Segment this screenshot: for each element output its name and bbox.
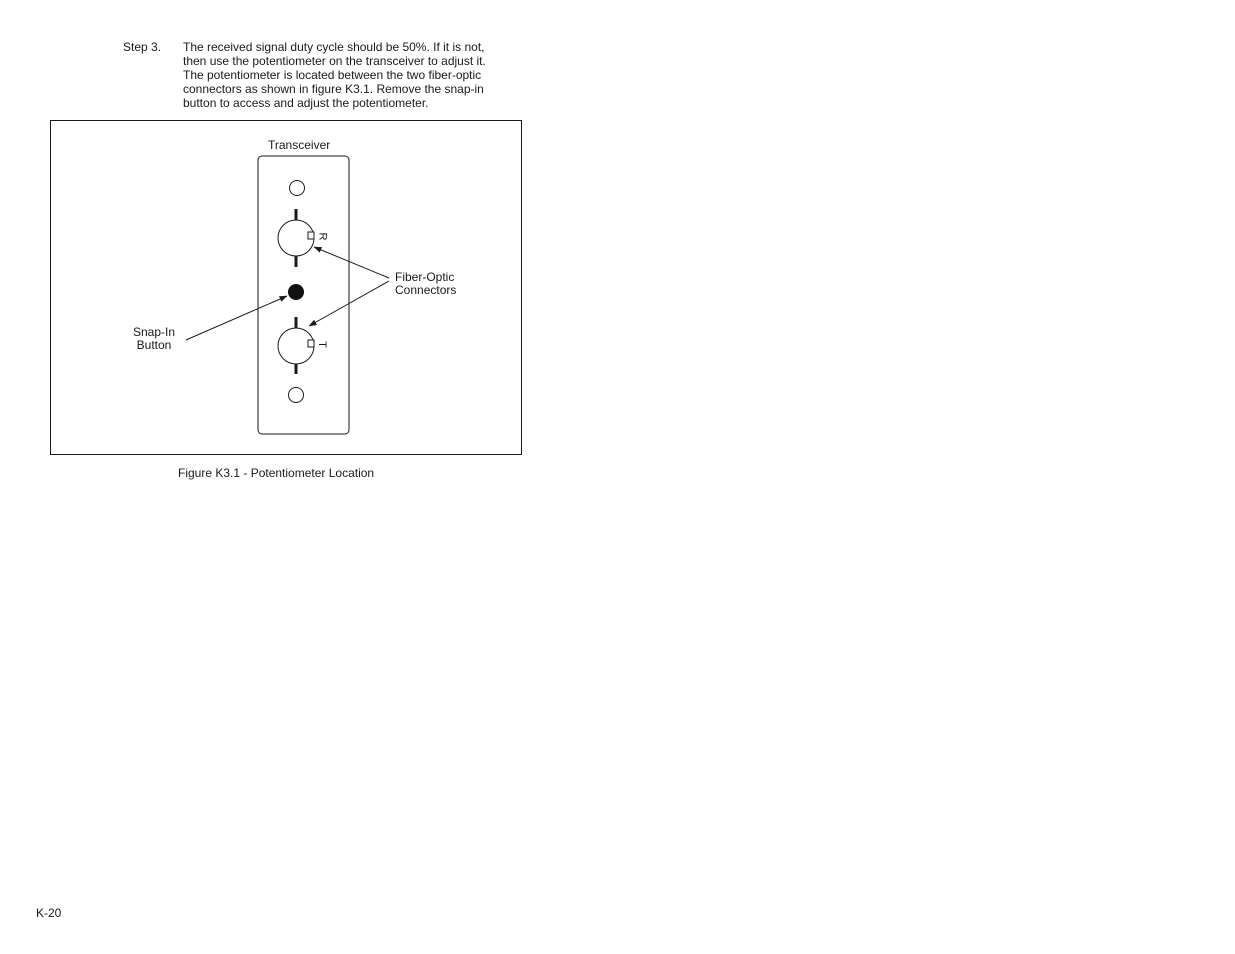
page-number: K-20 bbox=[36, 906, 62, 920]
step-line: The potentiometer is located between the two fiber-optic bbox=[183, 68, 482, 82]
snap-arrow bbox=[186, 296, 287, 340]
snap-in-label bbox=[129, 326, 179, 352]
step-line: The received signal duty cycle should be 50%. If it is not, bbox=[183, 40, 485, 54]
step-instructions bbox=[183, 40, 513, 110]
fiber-arrow-r bbox=[314, 247, 389, 278]
connector-t-label: T bbox=[315, 341, 328, 348]
fiber-optic-label-line: Fiber-Optic bbox=[395, 270, 455, 284]
step-line: connectors as shown in figure K3.1. Remove the snap-in bbox=[183, 82, 484, 96]
step-line: button to access and adjust the potentiometer. bbox=[183, 96, 429, 110]
step-label: Step 3. bbox=[123, 40, 162, 54]
fiber-optic-label bbox=[395, 271, 456, 297]
mounting-hole-bottom bbox=[289, 388, 304, 403]
snap-in-label-line: Button bbox=[136, 338, 172, 352]
connector-r-label: R bbox=[316, 232, 329, 241]
step-line: then use the potentiometer on the transceiver to adjust it. bbox=[183, 54, 486, 68]
fiber-optic-label-line: Connectors bbox=[395, 283, 457, 297]
transceiver-title: Transceiver bbox=[268, 138, 331, 152]
snap-in-label-line: Snap-In bbox=[132, 325, 176, 339]
figure-frame bbox=[50, 120, 522, 455]
r-connector bbox=[278, 209, 314, 267]
snap-in-button[interactable] bbox=[288, 284, 304, 300]
mounting-hole-top bbox=[290, 181, 305, 196]
figure-caption: Figure K3.1 - Potentiometer Location bbox=[178, 466, 375, 480]
t-connector bbox=[278, 317, 314, 374]
